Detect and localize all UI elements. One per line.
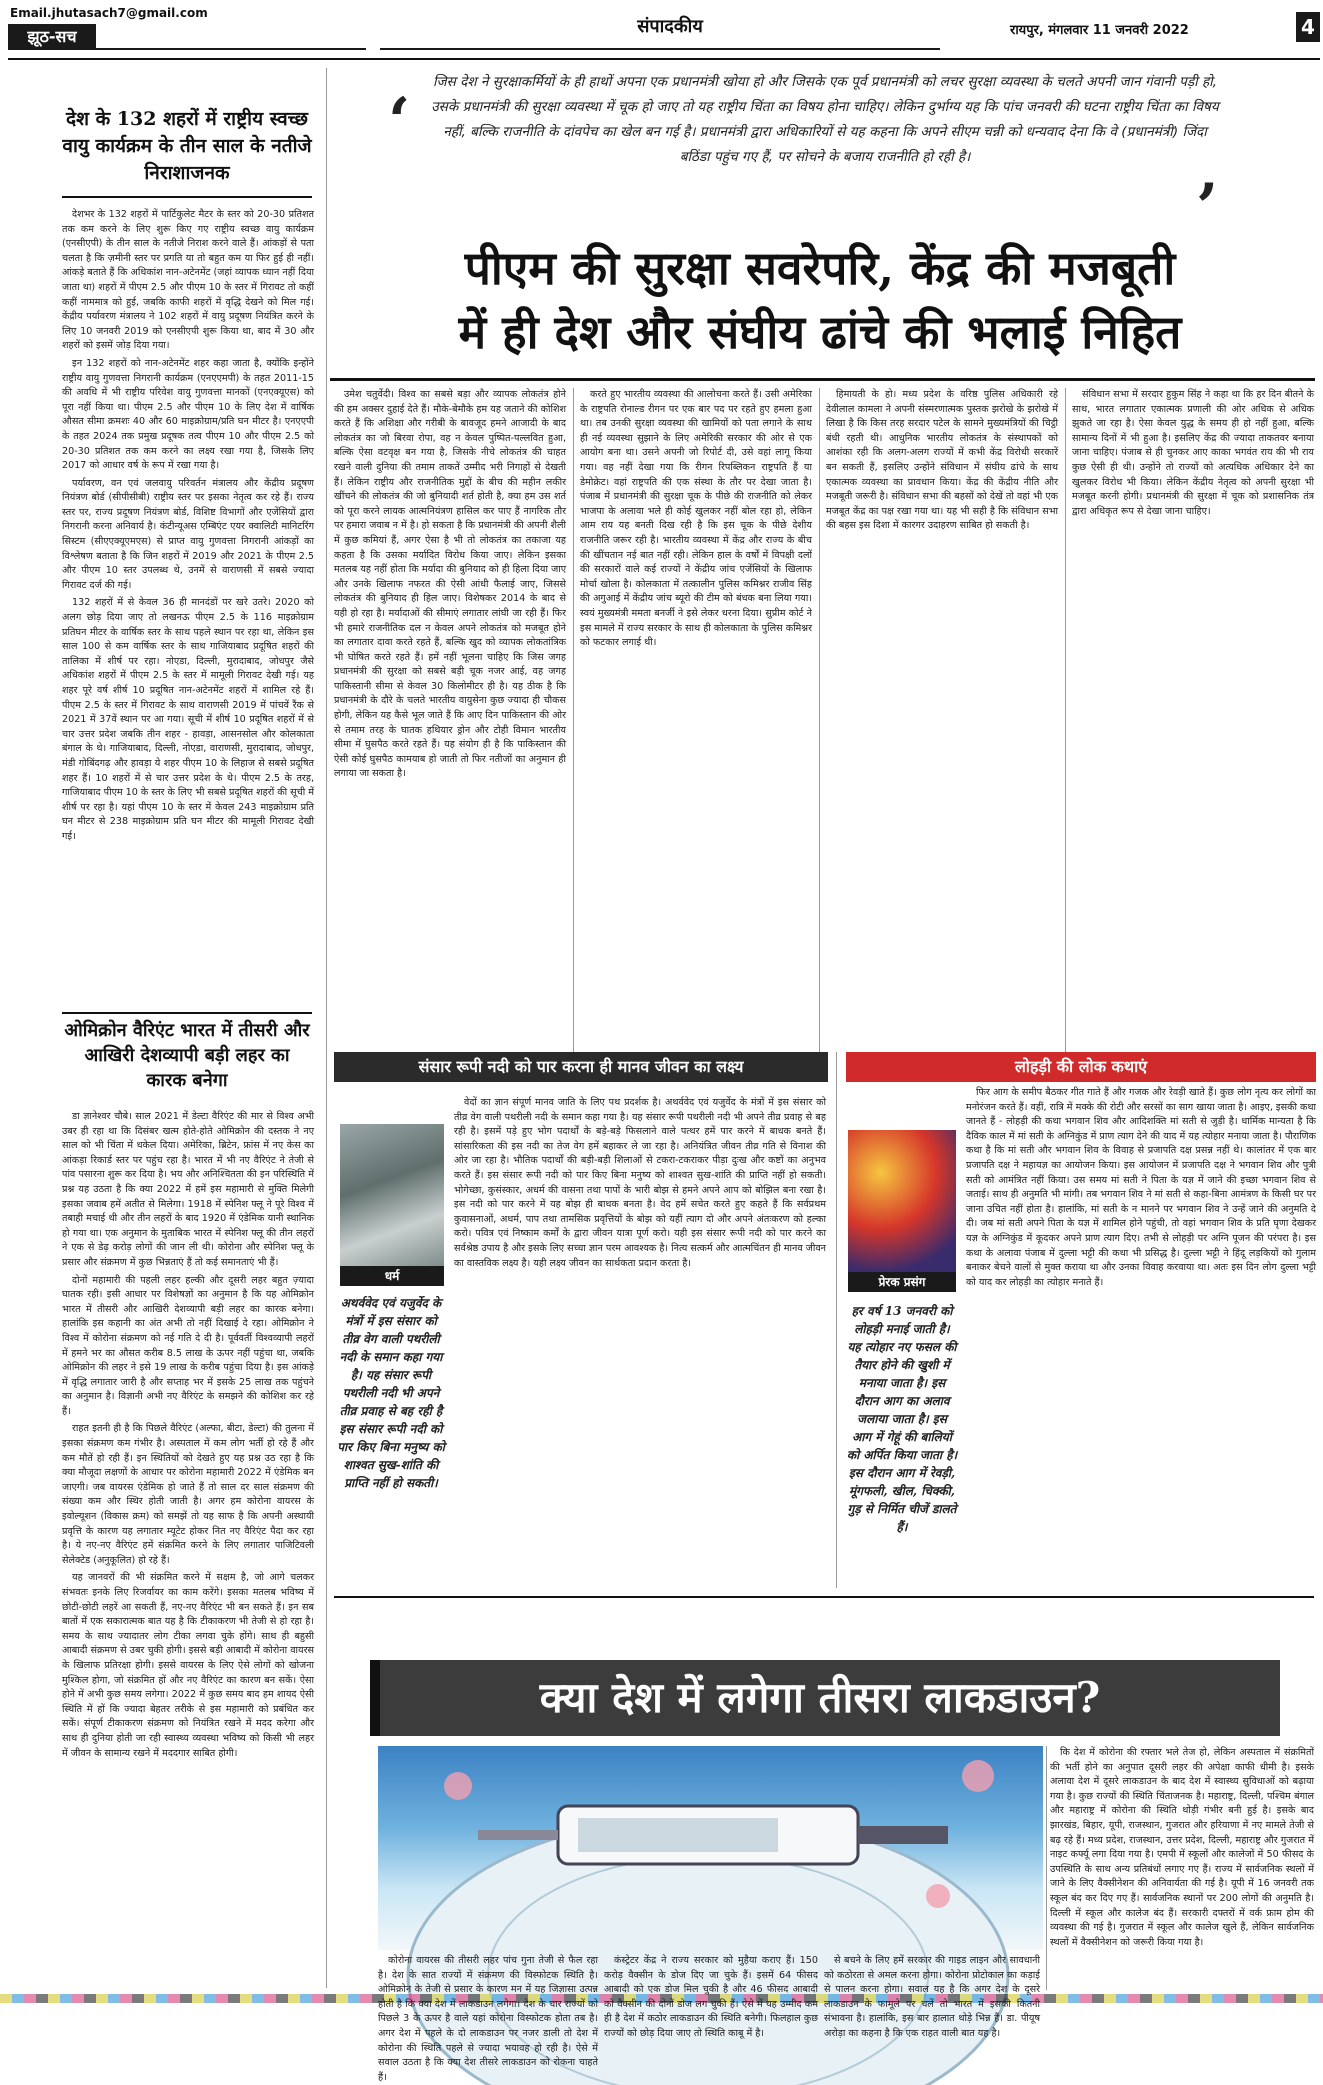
river-photo <box>340 1124 444 1268</box>
page-number: 4 <box>1296 12 1320 42</box>
dateline: रायपुर, मंगलवार 11 जनवरी 2022 <box>1010 23 1189 38</box>
column-separator <box>836 1052 837 1588</box>
syringe-globe-graphic <box>378 1746 1043 1950</box>
section-title: संपादकीय <box>637 16 703 37</box>
vaccine-illustration <box>378 1746 1043 1950</box>
left-story2-para: यह जानवरों की भी संक्रमित करने में सक्षम है, जो आगे चलकर संभवतः इनके लिए रिजर्वायर का काम करेंगे। इसका मतलब भविष्य में छोटी-छोटी लहरें आ सकती हैं, नए-नए वैरिएंट भी बन सकते हैं। इन सब बातों में एक सकारात्मक बात यह है कि टीकाकरण भी तेजी से हो रहा है। समय के साथ ज्यादातर लोग टीका लगवा चुके होंगे। साथ ही बहुसी आबादी संक्रमण से उबर चुकी होगी। इससे बड़ी आबादी में कोरोना वायरस के खिलाफ प्रतिरक्षा होगी। इससे वायरस के लिए ऐसे लोगों को खोजना मुश्किल होगा, जो संक्रमित हों और नए वैरिएंट का कारण बन सकें। ऐसा होने में अभी कुछ समय लगेगा। 2022 में कुछ समय बाद हम शायद ऐसी स्थिति में हों कि ज्यादा बेहतर तरीके से इस महामारी को प्रबंधित कर सकें। संपूर्ण टीकाकरण संक्रमण को नियंत्रित रखने में मदद करेगा और साथ ही दुनिया होती जा रही स्वास्थ्य व्यवस्था भविष्य को किसी भी लहर में जीवन के सामान्य रखने में मददगार साबित होगी। <box>62 1572 314 1759</box>
lockdown-mid2-column <box>824 1954 1040 2039</box>
lockdown-mid2-column-text: से बचने के लिए हमें सरकार की गाइड लाइन और सावधानी को कठोरता से अमल करना होगा। कोरोना प्रोटोकाल का कड़ाई से पालन करना होगा। सवाल यह है कि अगर देश के दूसरे लाकडाउन के फामूले पर चलें तो भारत में इसकी कितनी संभावना है। हालांकि, इस बार हालात थोड़े भिन्न हैं। डा. पीयूष अरोड़ा का कहना है कि एक राहत वाली बात यह है। <box>824 1955 1040 2039</box>
lohri-pullquote: हर वर्ष 13 जनवरी को लोहड़ी मनाई जाती है। यह त्योहार नए फसल की तैयार होने की खुशी में मनाया जाता है। इस दौरान आग का अलाव जलाया जाता है। इस आग में गेहूं की बालियों को अर्पित किया जाता है। इस दौरान आग में रेवड़ी, मूंगफली, खील, चिक्की, गुड़ से निर्मित चीजें डालते हैं। <box>846 1304 958 1534</box>
main-headline <box>325 236 1315 364</box>
lockdown-mid-column-text: कंस्ट्रेटर केंद्र ने राज्य सरकार को मुहैया कराए हैं। 150 करोड़ वैक्सीन के डोज दिए जा चुके हैं। इसमें 64 फीसद आबादी को एक डोज मिल चुकी है और 46 फीसद आबादी को वैक्सीन की दोनों डोज लग चुकी हैं। ऐसे में यह उम्मीद कम ही है देश में कठोर लाकडाउन की स्थिति बनेगी। फिलहाल कुछ राज्यों को छोड़ दिया जाए तो स्थिति काबू में है। <box>604 1955 818 2039</box>
lockdown-left-column-text: कोरोना वायरस की तीसरी लहर पांच गुना तेजी से फैल रहा है। देश के सात राज्यों में संक्रमण की विस्फोटक स्थिति है। ओमिक्रोन के तेजी से प्रसार के कारण मन में यह जिज्ञासा उत्पन्न होती है कि क्या देश में लाकडाउन लगेगा। देश के चार राज्यों को पिछले 3 के ऊपर है वाले यहां कोरोना विस्फोटक होता तब है। अगर देश में पहले के दो लाकडाउन पर नजर डाली तो देश में कोरोना की स्थिति पहले से ज्यादा भयावह हो रही है। ऐसे में सवाल उठता है कि क्या देश तीसरे लाकडाउन को रोकना चाहते हैं। <box>378 1955 598 2083</box>
editorial-col4-text: संविधान सभा में सरदार हुकुम सिंह ने कहा था कि हर दिन बीतने के साथ, भारत लगातार एकात्मक प्रणाली की ओर अधिक से अधिक झुकते जा रहा है। ऐसा केवल युद्ध के समय ही हो नहीं हुआ, बल्कि सामान्य दिनों में भी हुआ है। इसलिए केंद्र की ज्यादा ताकतवर बनाया जाना चाहिए। पंजाब से ही चुनकर आए काका भगवंत राय की भी राय कुछ ऐसी ही थी। उन्होंने तो राज्यों को अत्यधिक अधिकार देने का खुलकर विरोध भी किया। लेकिन केंद्रीय नेतृत्व को अपनी सुरक्षा भी मजबूत करनी होगी। प्रधानमंत्री की सुरक्षा में चूक को प्रशासनिक तंत्र द्वारा अधिकृत रूप से देखा जाना चाहिए। <box>1072 389 1314 517</box>
lohri-banner: लोहड़ी की लोक कथाएं <box>846 1052 1316 1082</box>
left-story2-headline: ओमिक्रोन वैरिएंट भारत में तीसरी और आखिरी देशव्यापी बड़ी लहर का कारक बनेगा <box>64 1020 310 1091</box>
lohri-tag: प्रेरक प्रसंग <box>848 1272 956 1292</box>
dharm-body <box>454 1096 826 1586</box>
lockdown-headline: क्या देश में लगेगा तीसरा लाकडाउन? <box>539 1673 1101 1722</box>
lockdown-right-text: कि देश में कोरोना की रफ्तार भले तेज हो, लेकिन अस्पताल में संक्रमितों की भर्ती होने का अनुपात दूसरी लहर की अपेक्षा काफी धीमी है। इसके अलावा देश में दूसरे लाकडाउन के बाद देश में स्वास्थ्य सुविधाओं को बढ़ाया गया है। कुछ राज्यों की स्थिति चिंताजनक है। महाराष्ट्र, दिल्ली, पश्चिम बंगाल और महाराष्ट्र में कोरोना की स्थिति थोड़ी गंभीर बनी हुई है। इसके बाद झारखंड, बिहार, यूपी, राजस्थान, गुजरात और हरियाणा में नए मामले तेजी से बढ़ रहे हैं। मध्य प्रदेश, राजस्थान, उत्तर प्रदेश, दिल्ली, महाराष्ट्र और गुजरात में नाइट कर्फ्यू लगा दिया गया है। एमपी में स्कूलों और कालेजों में 50 फीसद के उपस्थिति के साथ अन्य प्रतिबंधों लगाए गए हैं। राज्य में सार्वजनिक स्थलों में जाने के लिए वैक्सीनेशन की अनिवार्यता की गई है। यूपी में 16 जनवरी तक स्कूल बंद कर दिए गए हैं। सार्वजनिक स्थानों पर 200 लोगों की अनुमति है। दिल्ली में स्कूल और कालेज बंद हैं। सरकारी दफ्तरों में वर्क फ्राम होम की व्यवस्था की गई है। गुजरात में स्कूल और कालेज खुले हैं, लेकिन सार्वजनिक स्थलों में वैक्सीनेशन को जरूरी किया गया है। <box>1050 1747 1314 1948</box>
lohri-text: फिर आग के समीप बैठकर गीत गाते हैं और गजक और रेवड़ी खाते हैं। कुछ लोग नृत्य कर लोगों का मनोरंजन करते हैं। वहीं, रात्रि में मक्के की रोटी और सरसों का साग खाया जाता है। आइए, इसकी कथा जानते हैं - लोहड़ी की कथा भगवान शिव और आदिशक्ति मां सती से जुड़ी है। धार्मिक मान्यता है कि दैविक काल में मां सती के अग्निकुंड में प्राण त्याग देने की याद में यह त्योहार मनाया जाता है। पौराणिक कथा है कि मां सती और भगवान शिव के विवाह से प्रजापति दक्ष प्रसन्न नहीं थे। कालांतर में एक बार प्रजापति दक्ष ने महायज्ञ का आयोजन किया। इस आयोजन में प्रजापति दक्ष ने भगवान शिव और पुत्री सती को आमंत्रित नहीं किया। उस समय मां सती ने पिता के यज्ञ में जाने की इच्छा भगवान शिव से जताई। साथ ही अनुमति भी मांगी। तब भगवान शिव ने मां सती से कहा-बिना आमंत्रण के किसी घर पर जाना उचित नहीं होता है। हालांकि, मां सती के न मानने पर भगवान शिव ने उन्हें जाने की अनुमति दे दी। जब मां सती अपने पिता के यज्ञ में शामिल होने पहुंची, तो वहां भगवान शिव के प्रति घृणा देखकर यज्ञ के अग्निकुंड में कूदकर अपने प्राण त्याग दिए। तभी से लोहड़ी पर अग्नि पूजन की परंपरा है। इस कथा के अलावा पंजाब में दुल्ला भट्टी की कथा भी प्रसिद्ध है। दुल्ला भट्टी ने हिंदू लड़कियों को गुलाम बनाकर बेचने वालों से मुक्त कराया था और उनका विवाह करवाया था। अतः इस दिन लोग दुल्ला भट्टी को याद कर लोहड़ी का त्योहार मनाते हैं। <box>966 1087 1317 1288</box>
left-story2-para: डा ज्ञानेश्वर चौबे। साल 2021 में डेल्टा वैरिएंट की मार से विश्व अभी उबर ही रहा था कि दिसंबर खत्म होते-होते ओमिक्रोन की दस्तक ने नए साल को भी चिंता में धकेल दिया। अमेरिका, ब्रिटेन, फ्रांस में नए केस का आंकड़ा रिकार्ड स्तर पर पहुंच रहा है। भारत में भी नए वैरिएंट ने तेजी से पांव पसारना शुरू कर दिया है। भय और अनिश्चितता की इन परिस्थिति में प्रश्न यह उठता है कि क्या 2022 में हमें इस महामारी से मुक्ति मिलेगी इसका जवाब हमें अतीत से मिलेगा। 1918 में स्पेनिश फ्लू ने पूरे विश्व में तबाही मचाई थी और तीन लहरों के बाद 1920 में एंडेमिक यानी स्थानिक हो गया था। एक अनुमान के मुताबिक भारत में स्पेनिश फ्लू की तीन लहरों ने एक से डेढ़ करोड़ लोगों की जान ली थी। कोरोना और स्पेनिश फ्लू के प्रसार और संक्रमण में कुछ भिन्नताएं हैं तो कई समानताएं भी हैं। <box>62 1111 314 1268</box>
left-story2-rule <box>62 1012 312 1014</box>
dharm-banner: संसार रूपी नदी को पार करना ही मानव जीवन का लक्ष्य <box>334 1052 828 1082</box>
column-separator <box>1046 1746 1047 1990</box>
editorial-quote: जिस देश ने सुरक्षाकर्मियों के ही हाथों अपना एक प्रधानमंत्री खोया हो और जिसके एक पूर्व प्रधानमंत्री को लचर सुरक्षा व्यवस्था के चलते अपनी जान गंवानी पड़ी हो, उसके प्रधानमंत्री की सुरक्षा व्यवस्था में चूक हो जाए तो यह राष्ट्रीय चिंता का विषय होना चाहिए। लेकिन दुर्भाग्य यह कि पांच जनवरी की घटना राष्ट्रीय चिंता का विषय नहीं, बल्कि राजनीति के दांवपेच का खेल बन गई है। प्रधानमंत्री द्वारा अधिकारियों से यह कहना कि अपने सीएम चन्नी को धन्यवाद देना कि वे (प्रधानमंत्री) जिंदा बठिंडा पहुंच गए हैं, पर सोचने के बजाय राजनीति हो रही है। <box>431 74 1219 165</box>
lockdown-right-column <box>1050 1746 1314 1990</box>
left-story2-para: राहत इतनी ही है कि पिछले वैरिएंट (अल्फा, बीटा, डेल्टा) की तुलना में इसका संक्रमण कम गंभीर है। अस्पताल में कम लोग भर्ती हो रहे हैं और कम मौतें हो रही हैं। इन स्थितियों को देखते हुए यह प्रश्न उठ रहा है कि क्या मौजूदा लक्षणों के आधार पर कोरोना महामारी 2022 में एंडेमिक बन जाएगी। जब वायरस एंडेमिक हो जाते हैं तो साल दर साल संक्रमण की संख्या कम और स्थिर होती जाती है। अगर हम कोरोना वायरस के इवोल्यूशन (विकास क्रम) को समझें तो यह साफ है कि अपनी अस्थायी प्रवृत्ति के कारण यह लगातार म्यूटेट होकर नित नए वैरिएंट पैदा कर रहा है। ये नए-नए वैरिएंट हमें संक्रमित करने के लिए लगातार पाजिटिवली सेलेक्टेड (अनुकूलित) हो रहे हैं। <box>62 1423 314 1566</box>
editorial-column-3 <box>826 388 1058 1070</box>
dharm-pullquote: अथर्ववेद एवं यजुर्वेद के मंत्रों में इस संसार को तीव्र वेग वाली पथरीली नदी के समान कहा गया है। यह संसार रूपी पथरीली नदी भी अपने तीव्र प्रवाह से बह रही है इस संसार रूपी नदी को पार किए बिना मनुष्य को शाश्वत सुख-शांति की प्राप्ति नहीं हो सकती। <box>337 1296 445 1490</box>
left-story2-para: दोनों महामारी की पहली लहर हल्की और दूसरी लहर बहुत ज़्यादा घातक रही। इसी आधार पर विशेषज्ञों का अनुमान है कि यह ओमिक्रोन भारत में तीसरी और आखिरी देशव्यापी बड़ी लहर का कारक बनेगा। हालांकि इस कहानी का अंत अभी तो नहीं दिखाई दे रहा। ओमिक्रोन ने विश्व में कोरोना संक्रमण को नई गति दे दी है। पूर्ववर्ती विश्वव्यापी लहरों में हमने भर का औसत करीब 8.5 लाख के ऊपर नहीं पहुंचा था, जबकि ओमिक्रोन की लहर ने इसे 19 लाख के करीब पहुंचा दिया है। इस आंकड़े में वृद्धि लगातार जारी है और सप्ताह भर में इसके 25 लाख तक पहुंचने का अनुमान है। विज्ञानी अभी नए वैरिएंट के समझने की कोशिश कर रहे हैं। <box>62 1274 314 1417</box>
lockdown-rule <box>334 1596 1314 1598</box>
page-rule <box>8 58 1320 60</box>
editorial-column-4 <box>1072 388 1314 1070</box>
bonfire-photo <box>848 1130 956 1272</box>
left-story1-para: देशभर के 132 शहरों में पार्टिकुलेट मैटर के स्तर को 20-30 प्रतिशत तक कम करने के लिए शुरू किए गए राष्ट्रीय स्वच्छ वायु कार्यक्रम (एनसीएपी) के तीन साल के नतीजे निराश करने वाले हैं। आंकड़ों से पता चलता है कि ज़मीनी स्तर पर प्रगति या तो बहुत कम या फिर हुई ही नहीं। आंकड़े बताते हैं कि अधिकांश नान-अटेनमेंट (जहां व्यापक ध्यान नहीं दिया जाता था) शहरों में पीएम 2.5 और पीएम 10 के स्तर में गिरावट तो कहीं कहीं नाममात्र को हुई, जबकि काफी शहरों में वृद्धि देखने को मिल गई। केंद्रीय पर्यावरण मंत्रालय ने 102 शहरों में वायु प्रदूषण नियंत्रित करने के लिए 10 जनवरी 2019 को एनसीएपी शुरू किया था, बाद में 30 और शहरों को इसमें जोड़ दिया गया। <box>62 209 314 352</box>
lohri-body <box>966 1086 1316 1586</box>
main-headline-rule <box>330 378 1315 381</box>
left-story1-para: इन 132 शहरों को नान-अटेनमेंट शहर कहा जाता है, क्योंकि इन्होंने राष्ट्रीय वायु गुणवत्ता निगरानी कार्यक्रम (एनएएमपी) के तहत 2011-15 की अवधि में भी राष्ट्रीय परिवेश वायु गुणवत्ता मानकों (एनएक्यूएस) को पूरा नहीं किया था। पीएम 2.5 और पीएम 10 के लिए देश में वार्षिक औसत सीमा क्रमशः 40 और 60 माइक्रोग्राम/प्रति घन मीटर है। एनएएपी के तहत 2024 तक प्रमुख प्रदूषक तत्व पीएम 10 और पीएम 2.5 को 20-30 प्रतिशत तक कम करने का लक्ष्य रखा गया है, जिसके लिए 2017 को आधार वर्ष के रूप में रखा गया है। <box>62 357 314 472</box>
left-story1-para: पर्यावरण, वन एवं जलवायु परिवर्तन मंत्रालय और केंद्रीय प्रदूषण नियंत्रण बोर्ड (सीपीसीबी) राष्ट्रीय स्तर पर इसका नेतृत्व कर रहे हैं। राज्य स्तर पर, राज्य प्रदूषण नियंत्रण बोर्ड, विशिष्ट विभागों और एजेंसियों द्वारा निगरानी करना अनिवार्य है। कंटीन्यूअस एम्बिएंट एयर क्वालिटी मानिटरिंग सिस्टम (सीएएक्यूएमएस) से प्राप्त वायु गुणवत्ता निगरानी आंकड़ों का विश्लेषण बताता है कि जिन शहरों में 2019 और 2021 के पीएम 2.5 और पीएम 10 स्तर उपलब्ध थे, उनमें से वाराणसी में सबसे ज्यादा गिरावट दर्ज की गई। <box>62 477 314 591</box>
left-story2-body <box>62 1110 314 1990</box>
lockdown-mid-column <box>604 1954 818 2039</box>
header-rule-center <box>380 48 940 50</box>
left-story1-rule <box>62 196 312 198</box>
editorial-column-2 <box>580 388 812 1070</box>
dharm-tag: धर्म <box>340 1266 444 1286</box>
lockdown-left-column <box>378 1954 598 2083</box>
column-separator <box>819 388 820 1070</box>
main-headline-line1: पीएम की सुरक्षा सवरेपरि, केंद्र की मजबूती <box>464 241 1176 295</box>
editorial-column-1 <box>334 388 566 1070</box>
editorial-col3-text: हिमायती के हो। मध्य प्रदेश के वरिष्ठ पुलिस अधिकारी रहे देवीलाल कामला ने अपनी संस्मरणात्मक पुस्तक झरोखे के झरोखे में लिखा है कि किस तरह सरदार पटेल के सामने मुख्यमंत्रियों की चिट्ठी बंधी रहती थी। आधुनिक भारतीय लोकतंत्र के संस्थापकों को आशंका रही कि अलग-अलग राज्यों में कभी केंद्र विरोधी सरकारें बन सकती हैं, इसलिए उन्होंने संविधान में संघीय ढांचे के साथ एकात्मक व्यवस्था का प्रावधान किया। केंद्र की केंद्रीय नीति और मजबूती जरूरी है। संविधान सभा की बहसों को देखें तो वहां भी एक मजबूत केंद्र का पक्ष रखा गया था। यह भी सही है कि संविधान सभा की बहस इस दिशा में कारगर उदाहरण साबित हो सकती है। <box>826 389 1058 532</box>
dharm-text: वेदों का ज्ञान संपूर्ण मानव जाति के लिए पथ प्रदर्शक है। अथर्ववेद एवं यजुर्वेद के मंत्रों में इस संसार को तीव्र वेग वाली पथरीली नदी के समान कहा गया है। यह संसार रूपी पथरीली नदी भी अपने तीव्र प्रवाह से बह रही है। इसमें पड़े हुए भोग पदार्थों के बड़े-बड़े फिसलाने वाले पत्थर हमें पार करने में बाधक बनते हैं। सांसारिकता की इस नदी का तेज वेग हमें बहाकर ले जा रहा है। अनियंत्रित जीवन तीव्र गति से विनाश की ओर जा रहा है। भौतिक पदार्थों की बड़ी-बड़ी शिलाओं से टकरा-टकराकर पीड़ा दुःख और कष्टों का अनुभव करते हैं। इस संसार रूपी नदी को पार किए बिना मनुष्य को शाश्वत सुख-शांति की प्राप्ति नहीं हो सकती। भोगेच्छा, कुसंस्कार, अधर्म की वासना तथा पापों के भारी बोझ से हमने अपने आप को बोझिल बना रखा है। इस नदी को पार करने में यह बोझ ही बाधक बनता है। वेद हमें सचेत करते हुए कहते हैं कि सर्वप्रथम कुवासनाओं, अधर्म, पाप तथा तामसिक प्रवृत्तियों के बोझ को यहीं त्याग दो और अपने अंतःकरण को हल्का करो। पवित्र एवं निष्काम कर्मों के द्वारा जीवन यात्रा पूर्ण करो। यही इस संसार रूपी नदी को पार करने का सर्वश्रेष्ठ उपाय है और इसके लिए सच्चा ज्ञान परम आवश्यक है। नित्य सत्कर्म और आत्मचिंतन ही मानव जीवन का वास्तविक लक्ष्य है। यही लक्ष्य जीवन का सार्थकता प्रदान करता है। <box>454 1097 826 1269</box>
column-separator <box>1065 388 1066 1070</box>
left-story1-body <box>62 208 314 1006</box>
brand-label: झूठ-सच <box>8 24 96 50</box>
header-rule-left <box>96 48 366 50</box>
column-separator <box>573 388 574 1070</box>
editorial-col2-text: करते हुए भारतीय व्यवस्था की आलोचना करते हैं। उसी अमेरिका के राष्ट्रपति रोनाल्ड रीगन पर एक बार पद पर रहते हुए हमला हुआ था। तब उनकी सुरक्षा व्यवस्था की खामियों को पता लगाने के साथ ही नई व्यवस्था सुझाने के लिए अमेरिकी सरकार की ओर से एक आयोग बना था। उसने अपनी जो रिपोर्ट दी, उसे वहां लागू किया गया। वह नहीं देखा गया कि रीगन रिपब्लिकन राष्ट्रपति हैं या डेमोक्रेट। वहां राष्ट्रपति की एक संस्था के तौर पर देखा जाता है। पंजाब में प्रधानमंत्री की सुरक्षा चूक के पीछे की राजनीति को लेकर भाजपा के अलावा भले ही कोई खुलकर नहीं बोल रहा हो, लेकिन आम राय यह बनती दिख रही है कि इस चूक के पीछे देशीय राजनीति जरूर रही है। भारतीय व्यवस्था में केंद्र और राज्य के बीच की खींचतान नई बात नहीं रही। लेकिन हाल के वर्षों में विपक्षी दलों की सरकारों वाले कई राज्यों ने केंद्रीय जांच एजेंसियों के खिलाफ मोर्चा खोला है। कोलकाता में तत्कालीन पुलिस कमिश्नर राजीव सिंह की अगुआई में केंद्रीय जांच ब्यूरो की टीम को बंधक बना लिया गया। स्वयं मुख्यमंत्री ममता बनर्जी ने इसे लेकर धरना दिया। सुप्रीम कोर्ट ने इस मामले में राज्य सरकार के साथ ही कोलकाता के पुलिस कमिश्नर को फटकार लगाई थी। <box>580 389 812 649</box>
quote-close-mark: ’ <box>1196 170 1219 245</box>
quote-open-mark: ‘ <box>388 84 411 159</box>
main-headline-line2: में ही देश और संघीय ढांचे की भलाई निहित <box>458 305 1182 359</box>
editorial-col1-text: उमेश चतुर्वेदी। विश्व का सबसे बड़ा और व्यापक लोकतंत्र होने की हम अक्सर दुहाई देते हैं। मौके-बेमौके हम यह जताने की कोशिश करते हैं कि अशिक्षा और गरीबी के बावजूद हमने आजादी के बाद लोकतंत्र का जो बिरवा रोपा, वह न केवल पुष्पित-पल्लवित हुआ, बल्कि ऐसा वटवृक्ष बन गया है, जिसके नीचे लोकतंत्र की चाहत रखने वाली दुनिया की तमाम ताकतें उम्मीद भरी निगाहों से देखती हैं। लेकिन राष्ट्रीय और राजनीतिक मुद्दों के बीच की महीन लकीर खींचने की लोकतंत्र की जो बुनियादी शर्त होती है, क्या हम उस शर्त को पूरा करने लायक आत्मनियंत्रण हासिल कर पाए हैं नागरिक तौर पर हमारा जवाब न में है। हो सकता है कि प्रधानमंत्री की अपनी शैली में कुछ कमियां हैं, अगर ऐसा है भी तो लोकतंत्र का तकाजा यह कहता है कि उसका मर्यादित विरोध किया जाए। लेकिन इसका मतलब यह नहीं होता कि मर्यादा की बुनियाद को ही हिला दिया जाए और उनके खिलाफ नफरत की ऐसी आंधी फैलाई जाए, जिससे लोकतंत्र की बुनियाद ही हिल जाए। विशेषकर 2014 के बाद से यही हो रहा है। मर्यादाओं की सीमाएं लगातार लांघी जा रही हैं। फिर भी हमारे राजनीतिक दल न केवल अपने लोकतंत्र को मजबूत होने का लगातार दावा करते रहते हैं, बल्कि खुद को व्यापक लोकतांत्रिक भी घोषित करते रहते हैं। हमें नहीं भूलना चाहिए कि जिस जगह प्रधानमंत्री की सुरक्षा को सबसे बड़ी चूक नजर आई, वह जगह पाकिस्तानी सीमा से केवल 30 किलोमीटर ही है। यह ठीक है कि प्रधानमंत्री के दौरे के चलते भारतीय वायुसेना कुछ ज्यादा ही चौकस होगी, लेकिन यह कैसे भूल जाते हैं कि आए दिन पाकिस्तान की ओर से तमाम तरह के घातक हथियार ड्रोन और टोही विमान भारतीय सीमा में घुसपैठ करते रहते हैं। यह संयोग ही है कि पाकिस्तान की ऐसी कोई घुसपैठ कामयाब हो जाती तो फिर नतीजों का अनुमान ही लगाया जा सकता है। <box>334 389 566 780</box>
left-story1-headline: देश के 132 शहरों में राष्ट्रीय स्वच्छ वायु कार्यक्रम के तीन साल के नतीजे निराशाजनक <box>62 108 312 184</box>
left-story1-para: 132 शहरों में से केवल 36 ही मानदंडों पर खरे उतरे। 2020 को अलग छोड़ दिया जाए तो लखनऊ पीएम 2.5 के 116 माइक्रोग्राम प्रतिघन मीटर के वार्षिक स्तर के साथ पहले स्थान पर रहा था, लेकिन इस साल 100 से कम वार्षिक स्तर के साथ गाजियाबाद प्रदूषित शहरों की तालिका में शीर्ष पर रहा। नोएडा, दिल्ली, मुरादाबाद, जोधपुर जैसे अधिकांश शहरों में पीएम 2.5 के स्तर में मामूली गिरावट देखी गई। यह शहर पूरे वर्ष शीर्ष 10 प्रदूषित नान-अटेनमेंट शहरों में शामिल रहे हैं। पीएम 2.5 के स्तर में गिरावट के साथ वाराणसी 2019 में पांचवें रैंक से 2021 में 37वें स्थान पर आ गया। सूची में शीर्ष 10 प्रदूषित शहरों में से चार उत्तर प्रदेश जबकि तीन शहर - हावड़ा, आसनसोल और कोलकाता बंगाल के थे। गाजियाबाद, दिल्ली, नोएडा, वाराणसी, मुरादाबाद, जोधपुर, मंडी गोबिंदगढ़ और हावड़ा ये शहर पीएम 10 के लिहाज से सबसे प्रदूषित शहर हैं। 10 शहरों में से चार उत्तर प्रदेश के थे। पीएम 2.5 के तरह, गाजियाबाद पीएम 10 के स्तर के लिए भी सबसे प्रदूषित शहरों की सूची में शीर्ष पर रहा है। यहां पीएम 10 के स्तर में केवल 243 माइक्रोग्राम प्रति घन मीटर से 238 माइक्रोग्राम प्रति घन मीटर की मामूली गिरावट देखी गई। <box>62 597 314 842</box>
email-address: Email.jhutasach7@gmail.com <box>10 6 208 20</box>
